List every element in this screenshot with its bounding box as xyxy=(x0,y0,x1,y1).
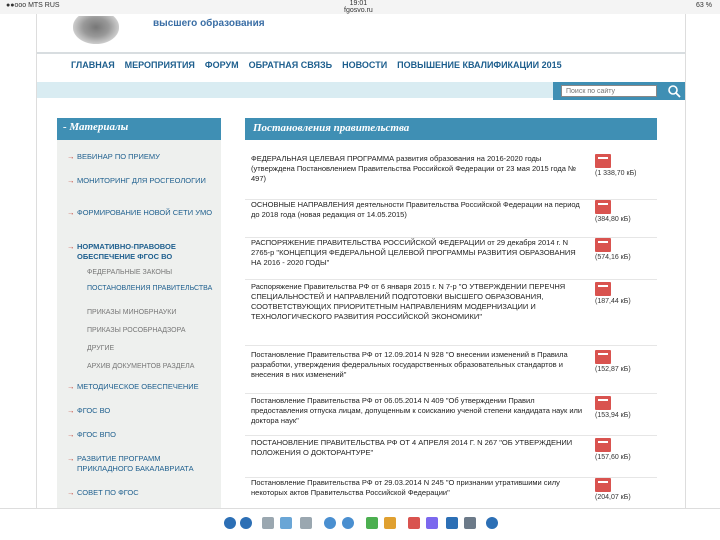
document-row xyxy=(245,154,657,200)
first-page-icon[interactable] xyxy=(224,517,236,529)
search-input[interactable] xyxy=(561,85,657,97)
document-row xyxy=(245,396,657,436)
pdf-icon[interactable] xyxy=(595,238,611,252)
sidebar-menu xyxy=(57,140,221,508)
pdf-icon[interactable] xyxy=(595,154,611,168)
sidebar-item-active[interactable]: → НОРМАТИВНО-ПРАВОВОЕ ОБЕСПЕЧЕНИЕ ФГОС ВО xyxy=(67,242,176,261)
print-icon[interactable] xyxy=(464,517,476,529)
status-time: 19:01 xyxy=(349,0,368,7)
sidebar-subitem-active[interactable]: ПОСТАНОВЛЕНИЯ ПРАВИТЕЛЬСТВА xyxy=(87,285,213,292)
web-page xyxy=(36,14,686,508)
highlight-icon[interactable] xyxy=(366,517,378,529)
delete-icon[interactable] xyxy=(408,517,420,529)
status-host: fgosvo.ru xyxy=(344,7,373,14)
document-link[interactable]: Распоряжение Правительства РФ от 6 января 2015 г. N 7-р "О УТВЕРЖДЕНИИ ПЕРЕЧНЯ СПЕЦИАЛЬНОСТЕЙ И НАПРАВЛЕНИЙ ПОДГОТОВКИ ВЫСШЕГО ОБРАЗОВАНИЯ, СООТВЕТСТВУЮЩИХ ПРИОРИТЕТНЫМ НАПРАВЛЕНИЯМ МОДЕРНИЗАЦИИ И ТЕХНОЛОГИЧЕСКОГО РАЗВИТИЯ РОССИЙСКОЙ ЭКОНОМИКИ" xyxy=(251,282,566,321)
document-link[interactable]: ФЕДЕРАЛЬНАЯ ЦЕЛЕВАЯ ПРОГРАММА развития образования на 2016-2020 годы (утверждена Постановлением Правительства Российской Федерации от 23 мая 2015 года № 497) xyxy=(251,154,577,183)
coat-of-arms-logo xyxy=(73,16,119,44)
sidebar-item[interactable]: → РАЗВИТИЕ ПРОГРАММ ПРИКЛАДНОГО БАКАЛАВРИАТА xyxy=(67,454,194,473)
sidebar-subitem[interactable]: АРХИВ ДОКУМЕНТОВ РАЗДЕЛА xyxy=(87,363,195,370)
arrow-icon: → xyxy=(67,176,75,185)
nav-forum[interactable]: ФОРУМ xyxy=(204,60,239,70)
device-status-bar xyxy=(0,0,720,14)
file-size: (1 338,70 кБ) xyxy=(595,170,637,177)
header-divider xyxy=(37,52,686,54)
stamp-icon[interactable] xyxy=(426,517,438,529)
page-title: Постановления правительства xyxy=(245,118,657,140)
fit-page-icon[interactable] xyxy=(262,517,274,529)
document-link[interactable]: ОСНОВНЫЕ НАПРАВЛЕНИЯ деятельности Правительства Российской Федерации на период до 2018 года (новая редакция от 14.05.2015) xyxy=(251,200,580,219)
sidebar-item[interactable]: → МЕТОДИЧЕСКОЕ ОБЕСПЕЧЕНИЕ xyxy=(67,382,199,391)
arrow-icon: → xyxy=(67,382,75,391)
arrow-icon: → xyxy=(67,488,75,497)
document-link[interactable]: Постановление Правительства РФ от 06.05.2014 N 409 "Об утверждении Правил предоставления отпуска лицам, допущенным к соисканию ученой степени кандидата наук или доктора наук" xyxy=(251,396,583,425)
document-link[interactable]: Постановление Правительства РФ от 29.03.2014 N 245 "О признании утратившими силу некоторых актов Правительства Российской Федерации" xyxy=(251,478,560,497)
zoom-out-icon[interactable] xyxy=(342,517,354,529)
file-size: (152,87 кБ) xyxy=(595,366,631,373)
file-size: (574,16 кБ) xyxy=(595,254,631,261)
sidebar-item[interactable]: → МОНИТОРИНГ ДЛЯ РОСГЕОЛОГИИ xyxy=(67,176,206,185)
viewer-toolbar xyxy=(0,508,720,540)
document-link[interactable]: Постановление Правительства РФ от 12.09.2014 N 928 "О внесении изменений в Правила разработки, утверждения федеральных государственных образовательных стандартов и внесения в них изменений" xyxy=(251,350,568,379)
pdf-icon[interactable] xyxy=(595,282,611,296)
sidebar-title: - Материалы xyxy=(57,118,221,140)
previous-page-icon[interactable] xyxy=(240,517,252,529)
status-center xyxy=(344,0,373,14)
sidebar-subitem[interactable]: ПРИКАЗЫ МИНОБРНАУКИ xyxy=(87,309,177,316)
arrow-icon: → xyxy=(67,430,75,439)
nav-feedback[interactable]: ОБРАТНАЯ СВЯЗЬ xyxy=(248,60,333,70)
nav-news[interactable]: НОВОСТИ xyxy=(342,60,388,70)
nav-qualification[interactable]: ПОВЫШЕНИЕ КВАЛИФИКАЦИИ 2015 xyxy=(397,60,562,70)
nav-events[interactable]: МЕРОПРИЯТИЯ xyxy=(124,60,195,70)
document-row xyxy=(245,478,657,508)
arrow-icon: → xyxy=(67,208,75,217)
file-size: (204,07 кБ) xyxy=(595,494,631,501)
help-icon[interactable] xyxy=(486,517,498,529)
nav-home[interactable]: ГЛАВНАЯ xyxy=(71,60,115,70)
search-bar xyxy=(553,82,686,100)
sidebar-subitem[interactable]: ПРИКАЗЫ РОСОБРНАДЗОРА xyxy=(87,327,186,334)
document-row xyxy=(245,238,657,280)
file-size: (153,94 кБ) xyxy=(595,412,631,419)
main-nav xyxy=(37,60,686,78)
site-tagline: высшего образования xyxy=(153,18,265,29)
arrow-icon: → xyxy=(67,152,75,161)
pdf-icon[interactable] xyxy=(595,200,611,214)
document-row xyxy=(245,200,657,238)
pdf-icon[interactable] xyxy=(595,438,611,452)
save-icon[interactable] xyxy=(446,517,458,529)
zoom-in-icon[interactable] xyxy=(324,517,336,529)
rotate-icon[interactable] xyxy=(280,517,292,529)
document-row xyxy=(245,282,657,346)
arrow-icon: → xyxy=(67,406,75,415)
arrow-icon: → xyxy=(67,454,75,463)
sidebar-item[interactable]: → ВЕБИНАР ПО ПРИЕМУ xyxy=(67,152,160,161)
sidebar-item[interactable]: → СОВЕТ ПО ФГОС xyxy=(67,488,139,497)
pdf-icon[interactable] xyxy=(595,396,611,410)
pdf-icon[interactable] xyxy=(595,478,611,492)
document-link[interactable]: РАСПОРЯЖЕНИЕ ПРАВИТЕЛЬСТВА РОССИЙСКОЙ ФЕДЕРАЦИИ от 29 декабря 2014 г. N 2765-р "КОНЦЕПЦИЯ ФЕДЕРАЛЬНОЙ ЦЕЛЕВОЙ ПРОГРАММЫ РАЗВИТИЯ ОБРАЗОВАНИЯ НА 2016 - 2020 ГОДЫ" xyxy=(251,238,576,267)
file-size: (187,44 кБ) xyxy=(595,298,631,305)
pen-icon[interactable] xyxy=(384,517,396,529)
file-size: (384,80 кБ) xyxy=(595,216,631,223)
select-icon[interactable] xyxy=(300,517,312,529)
sidebar-item[interactable]: → ФГОС ВО xyxy=(67,406,111,415)
sidebar-subitem[interactable]: ДРУГИЕ xyxy=(87,345,115,352)
document-row xyxy=(245,438,657,478)
file-size: (157,60 кБ) xyxy=(595,454,631,461)
sidebar-item[interactable]: → ФОРМИРОВАНИЕ НОВОЙ СЕТИ УМО xyxy=(67,208,213,217)
document-link[interactable]: ПОСТАНОВЛЕНИЕ ПРАВИТЕЛЬСТВА РФ ОТ 4 АПРЕЛЯ 2014 Г. N 267 "ОБ УТВЕРЖДЕНИИ ПОЛОЖЕНИЯ О ДОКТОРАНТУРЕ" xyxy=(251,438,573,457)
search-icon[interactable] xyxy=(667,84,681,98)
document-row xyxy=(245,350,657,394)
sidebar-subitem[interactable]: ФЕДЕРАЛЬНЫЕ ЗАКОНЫ xyxy=(87,269,173,276)
pdf-icon[interactable] xyxy=(595,350,611,364)
carrier-signal: ●●ooo MTS RUS xyxy=(6,2,60,9)
sidebar-item[interactable]: → ФГОС ВПО xyxy=(67,430,116,439)
battery-level: 63 % xyxy=(696,2,712,9)
arrow-icon: → xyxy=(67,242,75,251)
